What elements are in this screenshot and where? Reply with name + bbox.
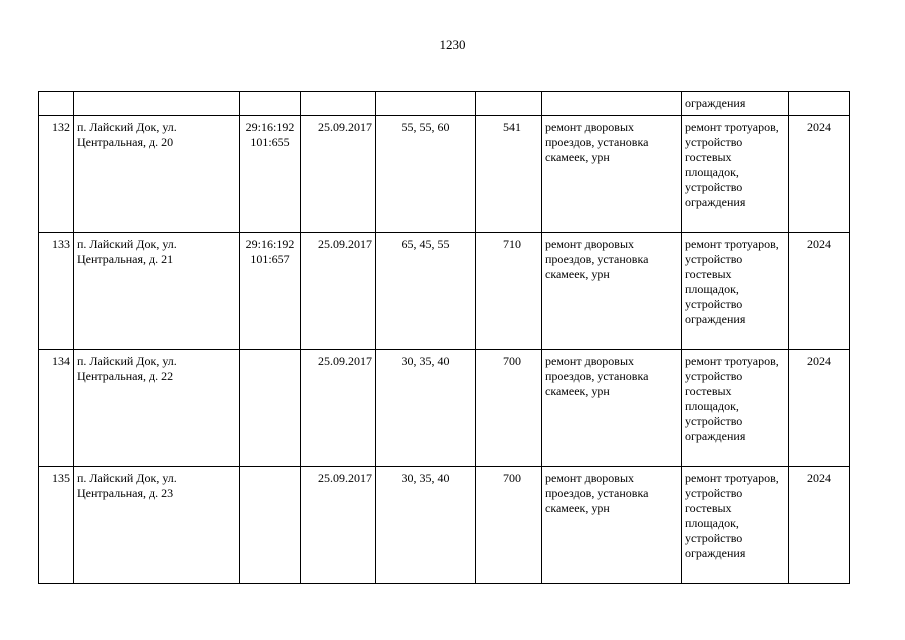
cell-works: ремонт дворовых проездов, установка скамеек, урн (542, 233, 682, 350)
cell-address (74, 92, 240, 116)
page-number: 1230 (439, 37, 466, 52)
cell-address: п. Лайский Док, ул. Центральная, д. 20 (74, 116, 240, 233)
cell-date (301, 92, 376, 116)
cell-cadastral: 29:16:192 101:657 (240, 233, 301, 350)
table-row (39, 350, 850, 467)
cell-works-extra: ограждения (682, 92, 789, 116)
table-row (39, 467, 850, 584)
cell-dims: 65, 45, 55 (376, 233, 476, 350)
cell-works: ремонт дворовых проездов, установка скамеек, урн (542, 350, 682, 467)
cell-cadastral (240, 350, 301, 467)
cell-num: 134 (39, 350, 74, 467)
cell-num: 135 (39, 467, 74, 584)
table-row (39, 116, 850, 233)
cell-area (476, 92, 542, 116)
data-table (38, 91, 850, 584)
cell-dims: 30, 35, 40 (376, 350, 476, 467)
cell-date: 25.09.2017 (301, 467, 376, 584)
cell-cadastral (240, 92, 301, 116)
cell-num: 133 (39, 233, 74, 350)
cell-year: 2024 (789, 233, 850, 350)
cell-works: ремонт дворовых проездов, установка скамеек, урн (542, 116, 682, 233)
cell-works-extra: ремонт тротуаров, устройство гостевых площадок, устройство ограждения (682, 233, 789, 350)
cell-works (542, 92, 682, 116)
cell-area: 700 (476, 350, 542, 467)
cell-address: п. Лайский Док, ул. Центральная, д. 21 (74, 233, 240, 350)
cell-year: 2024 (789, 116, 850, 233)
cell-date: 25.09.2017 (301, 233, 376, 350)
cell-address: п. Лайский Док, ул. Центральная, д. 23 (74, 467, 240, 584)
cell-num: 132 (39, 116, 74, 233)
cell-works-extra: ремонт тротуаров, устройство гостевых площадок, устройство ограждения (682, 116, 789, 233)
cell-area: 710 (476, 233, 542, 350)
cell-works: ремонт дворовых проездов, установка скамеек, урн (542, 467, 682, 584)
cell-date: 25.09.2017 (301, 350, 376, 467)
cell-date: 25.09.2017 (301, 116, 376, 233)
cell-address: п. Лайский Док, ул. Центральная, д. 22 (74, 350, 240, 467)
cell-dims (376, 92, 476, 116)
cell-year (789, 92, 850, 116)
cell-dims: 55, 55, 60 (376, 116, 476, 233)
cell-cadastral: 29:16:192 101:655 (240, 116, 301, 233)
cell-area: 700 (476, 467, 542, 584)
cell-num (39, 92, 74, 116)
cell-year: 2024 (789, 467, 850, 584)
table-row (39, 233, 850, 350)
cell-area: 541 (476, 116, 542, 233)
table-row-continuation (39, 92, 850, 116)
cell-dims: 30, 35, 40 (376, 467, 476, 584)
cell-works-extra: ремонт тротуаров, устройство гостевых площадок, устройство ограждения (682, 467, 789, 584)
cell-cadastral (240, 467, 301, 584)
cell-year: 2024 (789, 350, 850, 467)
cell-works-extra: ремонт тротуаров, устройство гостевых площадок, устройство ограждения (682, 350, 789, 467)
